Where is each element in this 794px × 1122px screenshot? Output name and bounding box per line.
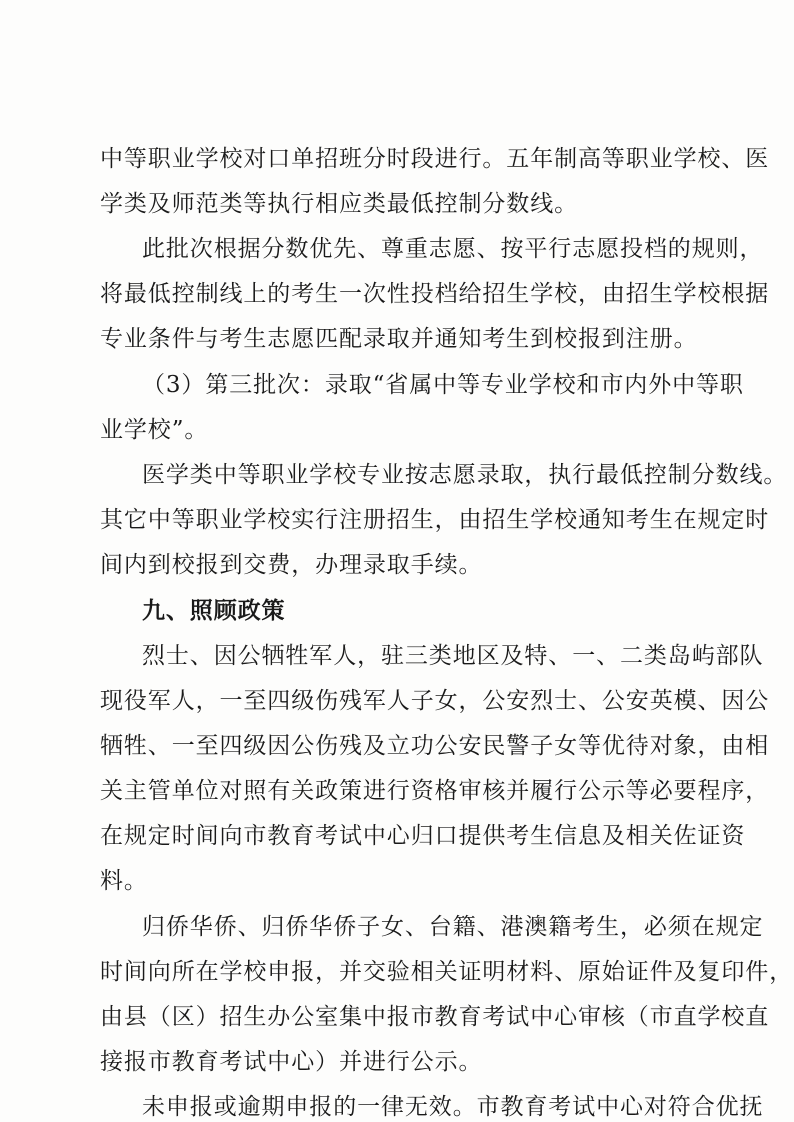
text-line: 业学校”。	[100, 417, 209, 443]
text-line: 现役军人，一至四级伤残军人子女，公安烈士、公安英模、因公	[100, 688, 770, 714]
text-line: 由县（区）招生办公室集中报市教育考试中心审核（市直学校直	[100, 1004, 770, 1030]
text-line: 中等职业学校对口单招班分时段进行。五年制高等职业学校、医	[100, 146, 770, 172]
text-line: 间内到校报到交费，办理录取手续。	[100, 552, 483, 578]
text-line: 时间向所在学校申报，并交验相关证明材料、原始证件及复印件，	[100, 959, 794, 985]
section-heading: 九、照顾政策	[142, 598, 286, 624]
paragraph-start: 未申报或逾期申报的一律无效。市教育考试中心对符合优抚	[142, 1094, 764, 1120]
text-line: 牺牲、一至四级因公伤残及立功公安民警子女等优待对象，由相	[100, 733, 770, 759]
text-line: 接报市教育考试中心）并进行公示。	[100, 1049, 483, 1075]
text-line: 在规定时间向市教育考试中心归口提供考生信息及相关佐证资	[100, 823, 746, 849]
text-line: 专业条件与考生志愿匹配录取并通知考生到校报到注册。	[100, 326, 698, 352]
paragraph-start: 归侨华侨、归侨华侨子女、台籍、港澳籍考生，必须在规定	[142, 914, 764, 940]
paragraph-start: 此批次根据分数优先、尊重志愿、按平行志愿投档的规则，	[142, 236, 764, 262]
text-line: 关主管单位对照有关政策进行资格审核并履行公示等必要程序，	[100, 778, 770, 804]
text-line: 其它中等职业学校实行注册招生，由招生学校通知考生在规定时	[100, 507, 770, 533]
paragraph-start: （3）第三批次：录取“省属中等专业学校和市内外中等职	[142, 372, 744, 398]
paragraph-start: 医学类中等职业学校专业按志愿录取，执行最低控制分数线。	[142, 462, 788, 488]
text-line: 将最低控制线上的考生一次性投档给招生学校，由招生学校根据	[100, 281, 770, 307]
paragraph-start: 烈士、因公牺牲军人，驻三类地区及特、一、二类岛屿部队	[142, 643, 764, 669]
text-line: 学类及师范类等执行相应类最低控制分数线。	[100, 191, 578, 217]
text-line: 料。	[100, 868, 148, 894]
